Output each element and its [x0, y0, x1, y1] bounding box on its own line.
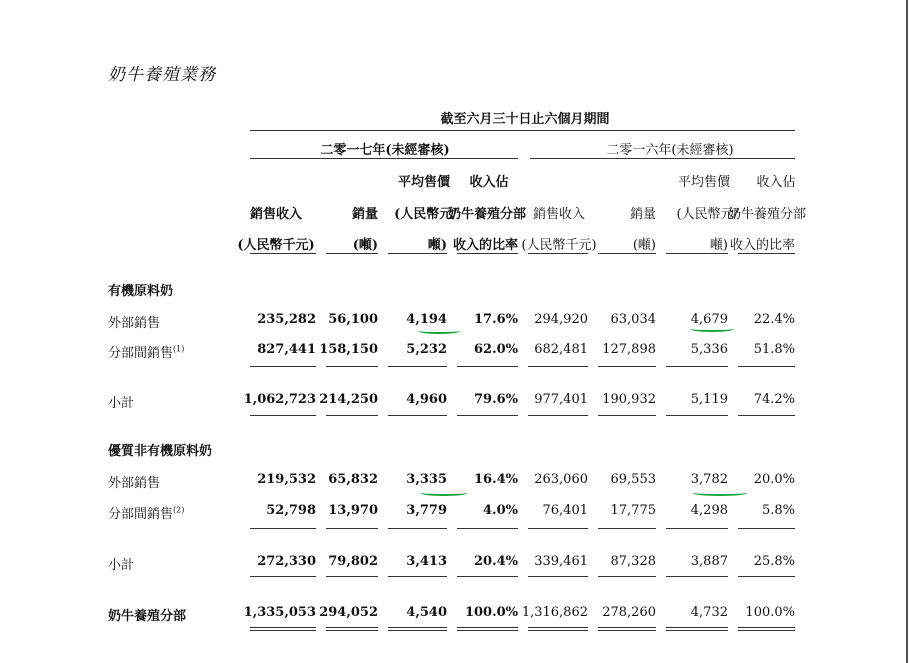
subtotal-rule	[738, 576, 795, 577]
subtotal-rule	[598, 528, 656, 529]
row-org-sub-label: 小計	[108, 396, 135, 411]
col7-rule	[666, 253, 728, 254]
subtotal-rule	[250, 528, 316, 529]
cell-total-col1: 1,335,053	[243, 605, 316, 620]
row-pre-sub-label: 小計	[108, 558, 135, 573]
total-rule	[528, 630, 588, 631]
col4-rule	[457, 253, 518, 254]
cell-org-int-col5: 682,481	[534, 342, 588, 357]
row-total-label: 奶牛養殖分部	[108, 609, 187, 624]
col8-h2: 收入的比率	[729, 238, 795, 253]
group-organic: 有機原料奶	[108, 284, 174, 299]
subtotal-rule	[528, 415, 588, 416]
cell-pre-int-col2: 13,970	[328, 503, 378, 518]
highlight-mark	[420, 490, 468, 496]
cell-pre-sub-col3: 3,413	[406, 554, 447, 569]
year-2017-header: 二零一七年(未經審核)	[320, 143, 450, 158]
cell-pre-int-col5: 76,401	[542, 503, 588, 518]
col2-rule	[326, 253, 378, 254]
subtotal-rule	[598, 576, 656, 577]
cell-pre-sub-col1: 272,330	[257, 554, 316, 569]
col7-h1: (人民幣元/	[676, 207, 738, 222]
col8-h1: 奶牛養殖分部	[728, 207, 807, 222]
cell-org-sub-col8: 74.2%	[753, 392, 795, 407]
subtotal-rule	[388, 576, 447, 577]
cell-pre-sub-col4: 20.4%	[473, 554, 518, 569]
total-rule	[250, 630, 316, 631]
cell-org-int-col6: 127,898	[602, 342, 656, 357]
total-rule	[457, 630, 518, 631]
col5-h2: (人民幣千元)	[521, 238, 597, 253]
subtotal-rule	[326, 366, 378, 367]
total-rule	[738, 627, 795, 628]
subtotal-rule	[457, 576, 518, 577]
subtotal-rule	[666, 415, 728, 416]
col3-h2: 噸)	[427, 238, 447, 253]
col2-h1: 銷量	[351, 207, 378, 222]
cell-pre-sub-col7: 3,887	[690, 554, 728, 569]
cell-org-sub-col3: 4,960	[406, 392, 447, 407]
total-rule	[457, 627, 518, 628]
col8-rule	[738, 253, 795, 254]
cell-org-ext-col1: 235,282	[257, 312, 316, 327]
cell-total-col3: 4,540	[406, 605, 447, 620]
page-edge	[906, 0, 908, 663]
cell-org-int-col1: 827,441	[257, 342, 316, 357]
cell-org-int-col3: 5,232	[406, 342, 447, 357]
subtotal-rule	[666, 576, 728, 577]
col4-h2: 收入的比率	[452, 238, 518, 253]
cell-pre-sub-col2: 79,802	[328, 554, 378, 569]
cell-org-sub-col2: 214,250	[319, 392, 378, 407]
subtotal-rule	[528, 366, 588, 367]
col7-h2: 噸)	[709, 238, 728, 253]
cell-org-ext-col7: 4,679	[690, 312, 728, 327]
subtotal-rule	[666, 366, 728, 367]
cell-total-col7: 4,732	[690, 605, 728, 620]
year-2016-rule	[530, 158, 795, 159]
cell-org-ext-col8: 22.4%	[753, 312, 795, 327]
cell-org-int-col7: 5,336	[690, 342, 728, 357]
subtotal-rule	[326, 415, 378, 416]
subtotal-rule	[388, 415, 447, 416]
subtotal-rule	[528, 576, 588, 577]
col4-h1: 奶牛養殖分部	[448, 207, 527, 222]
footnote-2: (2)	[173, 505, 185, 515]
col6-rule	[598, 253, 656, 254]
col8-h0: 收入佔	[756, 175, 796, 190]
cell-total-col4: 100.0%	[464, 605, 518, 620]
cell-pre-sub-col5: 339,461	[534, 554, 588, 569]
cell-org-ext-col5: 294,920	[534, 312, 588, 327]
cell-total-col8: 100.0%	[745, 605, 795, 620]
cell-pre-int-col3: 3,779	[406, 503, 447, 518]
cell-pre-int-col1: 52,798	[266, 503, 316, 518]
cell-pre-ext-col1: 219,532	[257, 472, 316, 487]
subtotal-rule	[738, 528, 795, 529]
cell-org-ext-col6: 63,034	[610, 312, 656, 327]
subtotal-rule	[457, 415, 518, 416]
cell-pre-ext-col5: 263,060	[534, 472, 588, 487]
subtotal-rule	[250, 576, 316, 577]
subtotal-rule	[388, 366, 447, 367]
cell-org-sub-col4: 79.6%	[473, 392, 518, 407]
col6-h2: (噸)	[632, 238, 656, 253]
cell-pre-sub-col8: 25.8%	[753, 554, 795, 569]
cell-org-ext-col2: 56,100	[328, 312, 378, 327]
cell-total-col2: 294,052	[319, 605, 378, 620]
cell-total-col5: 1,316,862	[521, 605, 588, 620]
total-rule	[388, 627, 447, 628]
total-rule	[598, 630, 656, 631]
cell-org-int-col4: 62.0%	[473, 342, 518, 357]
cell-org-int-col2: 158,150	[319, 342, 378, 357]
cell-org-ext-col4: 17.6%	[473, 312, 518, 327]
total-rule	[666, 627, 728, 628]
cell-pre-ext-col4: 16.4%	[473, 472, 518, 487]
cell-total-col6: 278,260	[602, 605, 656, 620]
row-pre-int-label: 分部間銷售$^{(2)}$	[108, 505, 185, 522]
subtotal-rule	[598, 366, 656, 367]
year-2017-rule	[250, 158, 518, 159]
year-2016-header: 二零一六年(未經審核)	[606, 143, 734, 158]
cell-pre-ext-col6: 69,553	[610, 472, 656, 487]
subtotal-rule	[250, 366, 316, 367]
highlight-mark	[418, 328, 460, 334]
cell-pre-ext-col3: 3,335	[406, 472, 447, 487]
group-premium: 優質非有機原料奶	[108, 444, 213, 459]
row-org-int-label: 分部間銷售$^{(1)}$	[108, 344, 185, 361]
col1-h2: (人民幣千元)	[237, 238, 315, 253]
subtotal-rule	[738, 415, 795, 416]
cell-org-ext-col3: 4,194	[406, 312, 447, 327]
row-org-ext-label: 外部銷售	[108, 316, 161, 331]
col4-h0: 收入佔	[469, 175, 509, 190]
cell-pre-int-col8: 5.8%	[761, 503, 795, 518]
col3-h0: 平均售價	[397, 175, 450, 190]
col1-h1: 銷售收入	[249, 207, 302, 222]
subtotal-rule	[598, 415, 656, 416]
subtotal-rule	[326, 576, 378, 577]
col5-h1: 銷售收入	[532, 207, 585, 222]
cell-pre-int-col4: 4.0%	[483, 503, 518, 518]
subtotal-rule	[666, 528, 728, 529]
cell-pre-ext-col2: 65,832	[328, 472, 378, 487]
highlight-mark	[692, 490, 748, 496]
col3-rule	[388, 253, 447, 254]
cell-org-sub-col6: 190,932	[602, 392, 656, 407]
col6-h1: 銷量	[629, 207, 656, 222]
cell-pre-sub-col6: 87,328	[610, 554, 656, 569]
total-rule	[250, 627, 316, 628]
total-rule	[326, 627, 378, 628]
cell-org-int-col8: 51.8%	[753, 342, 795, 357]
total-rule	[326, 630, 378, 631]
total-rule	[528, 627, 588, 628]
footnote-1: (1)	[173, 344, 185, 354]
total-rule	[738, 630, 795, 631]
section-title: 奶牛養殖業務	[108, 65, 216, 85]
subtotal-rule	[326, 528, 378, 529]
subtotal-rule	[738, 366, 795, 367]
col7-h0: 平均售價	[677, 175, 730, 190]
cell-pre-ext-col7: 3,782	[690, 472, 728, 487]
subtotal-rule	[528, 528, 588, 529]
total-rule	[598, 627, 656, 628]
subtotal-rule	[457, 528, 518, 529]
subtotal-rule	[388, 528, 447, 529]
period-rule	[250, 130, 795, 131]
cell-pre-int-col6: 17,775	[610, 503, 656, 518]
col5-rule	[528, 253, 588, 254]
total-rule	[666, 630, 728, 631]
subtotal-rule	[457, 366, 518, 367]
row-pre-ext-label: 外部銷售	[108, 476, 161, 491]
total-rule	[388, 630, 447, 631]
cell-org-sub-col7: 5,119	[690, 392, 728, 407]
col3-h1: (人民幣元/	[394, 207, 457, 222]
col1-rule	[250, 253, 316, 254]
cell-pre-ext-col8: 20.0%	[753, 472, 795, 487]
highlight-mark	[690, 326, 734, 332]
period-header: 截至六月三十日止六個月期間	[440, 112, 610, 127]
subtotal-rule	[250, 415, 316, 416]
cell-org-sub-col5: 977,401	[534, 392, 588, 407]
cell-pre-int-col7: 4,298	[690, 503, 728, 518]
cell-org-sub-col1: 1,062,723	[243, 392, 316, 407]
col2-h2: (噸)	[352, 238, 378, 253]
